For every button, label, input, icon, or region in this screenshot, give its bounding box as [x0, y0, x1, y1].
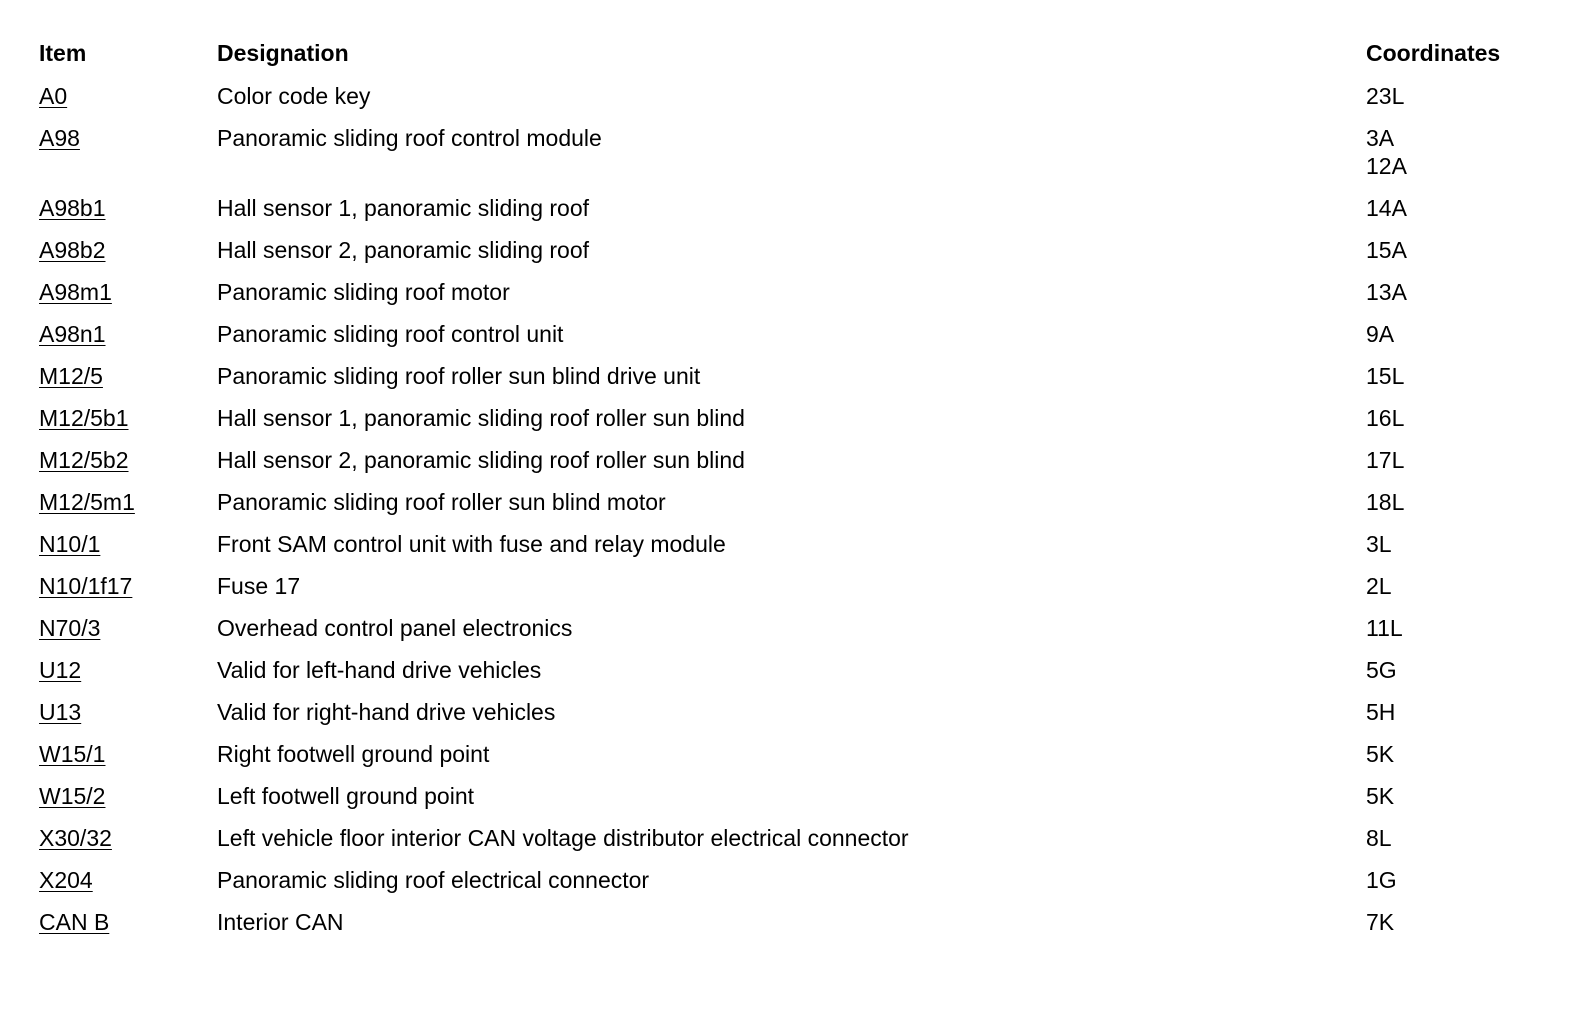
table-row — [39, 318, 1539, 360]
table-row — [39, 738, 1539, 780]
coordinates-cell — [1366, 278, 1407, 306]
table-row — [39, 444, 1539, 486]
item-link[interactable]: X30/32 — [39, 825, 112, 851]
table-row — [39, 486, 1539, 528]
item-link[interactable]: N10/1f17 — [39, 573, 133, 599]
designation-text: Panoramic sliding roof control module — [217, 125, 602, 151]
designation-text: Hall sensor 1, panoramic sliding roof — [217, 195, 590, 221]
item-link[interactable]: A98 — [39, 125, 80, 151]
designation-text: Left footwell ground point — [217, 783, 475, 809]
coordinates-cell — [1366, 236, 1407, 264]
coordinates-cell — [1366, 614, 1403, 642]
item-link[interactable]: A98b1 — [39, 195, 106, 221]
coordinate-value: 7K — [1366, 909, 1395, 935]
coordinates-cell — [1366, 82, 1404, 110]
table-row — [39, 402, 1539, 444]
coordinate-value: 3L — [1366, 531, 1392, 557]
coordinate-value: 11L — [1366, 615, 1403, 641]
coordinate-value: 12A — [1366, 153, 1407, 179]
coordinate-value: 8L — [1366, 825, 1392, 851]
table-row — [39, 696, 1539, 738]
coordinate-value: 14A — [1366, 195, 1407, 221]
item-link[interactable]: X204 — [39, 867, 93, 893]
designation-text: Valid for right-hand drive vehicles — [217, 699, 556, 725]
item-link[interactable]: W15/1 — [39, 741, 106, 767]
coordinates-cell — [1366, 446, 1404, 474]
table-header-row — [39, 38, 1539, 80]
table-row — [39, 528, 1539, 570]
designation-text: Color code key — [217, 83, 371, 109]
column-header-designation: Designation — [217, 40, 349, 66]
item-link[interactable]: CAN B — [39, 909, 110, 935]
item-link[interactable]: A0 — [39, 83, 68, 109]
coordinate-value: 5K — [1366, 783, 1395, 809]
component-legend-table — [39, 38, 1539, 948]
coordinate-value: 13A — [1366, 279, 1407, 305]
item-link[interactable]: M12/5b2 — [39, 447, 129, 473]
coordinate-value: 17L — [1366, 447, 1405, 473]
coordinate-value: 15L — [1366, 363, 1405, 389]
coordinates-cell — [1366, 572, 1392, 600]
designation-text: Hall sensor 1, panoramic sliding roof roller sun blind — [217, 405, 745, 431]
table-body — [39, 80, 1539, 948]
column-header-coordinates: Coordinates — [1366, 40, 1501, 66]
designation-text: Front SAM control unit with fuse and relay module — [217, 531, 726, 557]
item-link[interactable]: N70/3 — [39, 615, 101, 641]
item-link[interactable]: A98m1 — [39, 279, 112, 305]
coordinate-value: 5K — [1366, 741, 1395, 767]
table-row — [39, 906, 1539, 948]
coordinates-cell — [1366, 194, 1407, 222]
item-link[interactable]: M12/5m1 — [39, 489, 135, 515]
designation-text: Right footwell ground point — [217, 741, 490, 767]
designation-text: Overhead control panel electronics — [217, 615, 573, 641]
designation-text: Interior CAN — [217, 909, 344, 935]
item-link[interactable]: M12/5b1 — [39, 405, 129, 431]
coordinate-value: 23L — [1366, 83, 1405, 109]
table-row — [39, 822, 1539, 864]
coordinates-cell — [1366, 698, 1395, 726]
designation-text: Hall sensor 2, panoramic sliding roof roller sun blind — [217, 447, 745, 473]
table-row — [39, 780, 1539, 822]
designation-text: Panoramic sliding roof roller sun blind drive unit — [217, 363, 701, 389]
coordinate-value: 15A — [1366, 237, 1407, 263]
coordinate-value: 9A — [1366, 321, 1395, 347]
coordinates-cell — [1366, 362, 1404, 390]
item-link[interactable]: U12 — [39, 657, 82, 683]
coordinate-value: 16L — [1366, 405, 1405, 431]
column-header-item: Item — [39, 40, 87, 66]
coordinates-cell — [1366, 866, 1397, 894]
item-link[interactable]: A98n1 — [39, 321, 106, 347]
coordinates-cell — [1366, 740, 1394, 768]
table-row — [39, 234, 1539, 276]
coordinate-value: 18L — [1366, 489, 1405, 515]
designation-text: Left vehicle floor interior CAN voltage distributor electrical connector — [217, 825, 909, 851]
table-row — [39, 122, 1539, 192]
designation-text: Panoramic sliding roof control unit — [217, 321, 564, 347]
designation-text: Valid for left-hand drive vehicles — [217, 657, 542, 683]
coordinates-cell — [1366, 488, 1404, 516]
coordinate-value: 5H — [1366, 699, 1396, 725]
designation-text: Panoramic sliding roof motor — [217, 279, 510, 305]
coordinates-cell — [1366, 824, 1392, 852]
table-row — [39, 864, 1539, 906]
designation-text: Panoramic sliding roof roller sun blind motor — [217, 489, 666, 515]
table-row — [39, 276, 1539, 318]
designation-text: Hall sensor 2, panoramic sliding roof — [217, 237, 590, 263]
coordinates-cell — [1366, 908, 1394, 936]
table-row — [39, 570, 1539, 612]
coordinates-cell — [1366, 404, 1404, 432]
coordinate-value: 3A — [1366, 125, 1395, 151]
item-link[interactable]: M12/5 — [39, 363, 103, 389]
item-link[interactable]: U13 — [39, 699, 82, 725]
coordinates-cell — [1366, 124, 1407, 180]
coordinates-cell — [1366, 530, 1392, 558]
item-link[interactable]: N10/1 — [39, 531, 101, 557]
coordinate-value: 1G — [1366, 867, 1397, 893]
item-link[interactable]: A98b2 — [39, 237, 106, 263]
item-link[interactable]: W15/2 — [39, 783, 106, 809]
designation-text: Fuse 17 — [217, 573, 301, 599]
coordinates-cell — [1366, 782, 1394, 810]
table-row — [39, 360, 1539, 402]
table-row — [39, 654, 1539, 696]
table-row — [39, 80, 1539, 122]
coordinates-cell — [1366, 320, 1394, 348]
table-row — [39, 612, 1539, 654]
coordinates-cell — [1366, 656, 1397, 684]
coordinate-value: 5G — [1366, 657, 1397, 683]
coordinate-value: 2L — [1366, 573, 1392, 599]
table-row — [39, 192, 1539, 234]
designation-text: Panoramic sliding roof electrical connector — [217, 867, 650, 893]
